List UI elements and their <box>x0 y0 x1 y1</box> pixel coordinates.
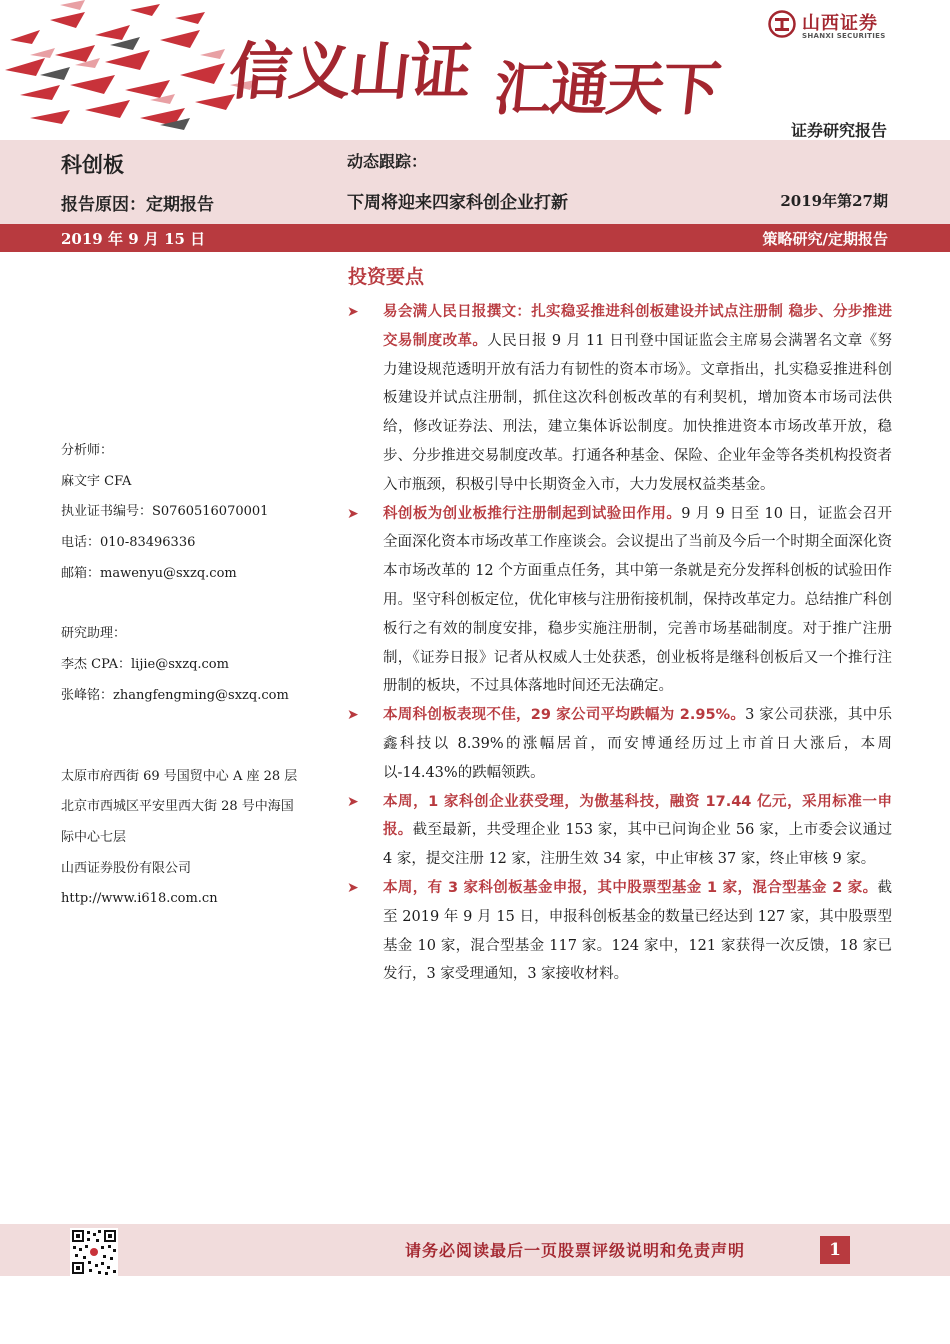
point-item <box>347 874 892 989</box>
phone: 电话：010-83496336 <box>61 535 196 551</box>
point-body: 3 家公司获涨，其中乐鑫科技以 8.39%的涨幅居首，而安博通经历过上市首日大涨后，本周以-14.43%的跌幅领跌。 <box>383 707 892 781</box>
slogan-part-1: 信义山证 <box>225 35 474 108</box>
point-item <box>347 788 892 874</box>
point-item <box>347 298 892 500</box>
point-body: 截至 2019 年 9 月 15 日，申报科创板基金的数量已经达到 127 家，其中股票型基金 10 家，混合型基金 117 家。124 家中，121 家获得一次反馈，18 家已发行，3 家受理通知，3 家接收材料。 <box>383 879 892 983</box>
logo-chinese-name: 山西证券 <box>802 13 878 34</box>
date-bar <box>0 224 950 252</box>
report-type: 证券研究报告 <box>790 121 887 140</box>
dynamic-tracking-label: 动态跟踪： <box>347 152 428 171</box>
analyst-sidebar <box>61 441 331 920</box>
point-lead: 科创板为创业板推行注册制起到试验田作用。 <box>383 505 682 522</box>
point-body: 截至最新，共受理企业 153 家，其中已问询企业 56 家，上市委会议通过 4 家，提交注册 12 家，注册生效 34 家，中止审核 37 家，终止审核 9 家。 <box>383 822 893 868</box>
email: 邮箱：mawenyu@sxzq.com <box>61 565 237 581</box>
assistant-2: 张峰铭：zhangfengming@sxzq.com <box>61 687 289 703</box>
issue-number: 2019年第27期 <box>780 192 888 210</box>
analyst-name: 麻文宇 CFA <box>61 473 132 489</box>
license-number: 执业证书编号：S0760516070001 <box>61 504 269 520</box>
assistant-1: 李杰 CPA：lijie@sxzq.com <box>61 657 229 673</box>
slogan-part-2: 汇通天下 <box>490 55 723 123</box>
report-headline: 下周将迎来四家科创企业打新 <box>347 193 568 213</box>
section-title: 投资要点 <box>348 266 425 288</box>
page-number: 1 <box>820 1236 850 1264</box>
point-item <box>347 500 892 702</box>
report-category: 策略研究/定期报告 <box>762 230 888 248</box>
arrow-bullet-icon: ➤ <box>347 707 359 724</box>
website-link[interactable]: http://www.i618.com.cn <box>61 891 218 907</box>
point-lead: 本周，有 3 家科创板基金申报，其中股票型基金 1 家，混合型基金 2 家。 <box>383 879 878 896</box>
arrow-bullet-icon: ➤ <box>347 793 359 810</box>
address-beijing-line2: 际中心七层 <box>61 829 127 845</box>
point-lead: 易会满人民日报撰文：扎实稳妥推进科创板建设并试点注册制 稳步、分步推进交易制度改革。 <box>383 304 892 349</box>
arrow-bullet-icon: ➤ <box>347 879 359 896</box>
company-name: 山西证券股份有限公司 <box>61 860 192 876</box>
point-lead: 本周科创板表现不佳，29 家公司平均跌幅为 2.95%。 <box>383 707 746 724</box>
arrow-bullet-icon: ➤ <box>347 505 359 522</box>
point-body: 人民日报 9 月 11 日刊登中国证监会主席易会满署名文章《努力建设规范透明开放有活力有韧性的资本市场》。文章指出，扎实稳妥推进科创板建设并试点注册制，抓住这次科创板改革的有利契机，增加资本市场司法供给，修改证券法、刑法，建立集体诉讼制度。加快推进资本市场改革开放，稳步、分步推进交易制度改革。打通各种基金、保险、企业年金等各类机构投资者入市瓶颈，积极引导中长期资金入市，大力发展权益类基金。 <box>383 332 892 493</box>
company-logo <box>768 8 893 42</box>
address-taiyuan: 太原市府西街 69 号国贸中心 A 座 28 层 <box>61 768 298 784</box>
logo-english-name: SHANXI SECURITIES <box>802 32 886 40</box>
report-reason: 报告原因：定期报告 <box>61 195 214 215</box>
report-date: 2019 年 9 月 15 日 <box>61 230 206 248</box>
disclaimer-text: 请务必阅读最后一页股票评级说明和免责声明 <box>405 1241 746 1260</box>
assistant-label: 研究助理： <box>61 626 127 642</box>
point-body: 9 月 9 日至 10 日，证监会召开全面深化资本市场改革工作座谈会。会议提出了当前及今后一个时期全面深化资本市场改革的 12 个方面重点任务，其中第一条就是充分发挥科创板的试验田作用。坚守科创板定位，优化审核与注册衔接机制，保持改革定力。总结推广科创板行之有效的制度安排，稳步实施注册制，完善市场基础制度。对于推广注册制，《证券日报》记者从权威人士处获悉，创业板将是继科创板后又一个推行注册制的板块，不过具体落地时间还无法确定。 <box>383 505 892 695</box>
point-lead: 本周，1 家科创企业获受理，为傲基科技，融资 17.44 亿元，采用标准一申报。 <box>383 793 892 839</box>
board-name: 科创板 <box>61 153 124 177</box>
investment-points <box>347 298 892 989</box>
analyst-label: 分析师： <box>61 443 114 458</box>
banner <box>0 0 950 140</box>
qr-code-icon <box>70 1228 118 1276</box>
point-item <box>347 701 892 787</box>
address-beijing-line1: 北京市西城区平安里西大街 28 号中海国 <box>61 799 294 815</box>
arrow-bullet-icon: ➤ <box>347 304 359 320</box>
company-logo-icon <box>768 10 796 38</box>
